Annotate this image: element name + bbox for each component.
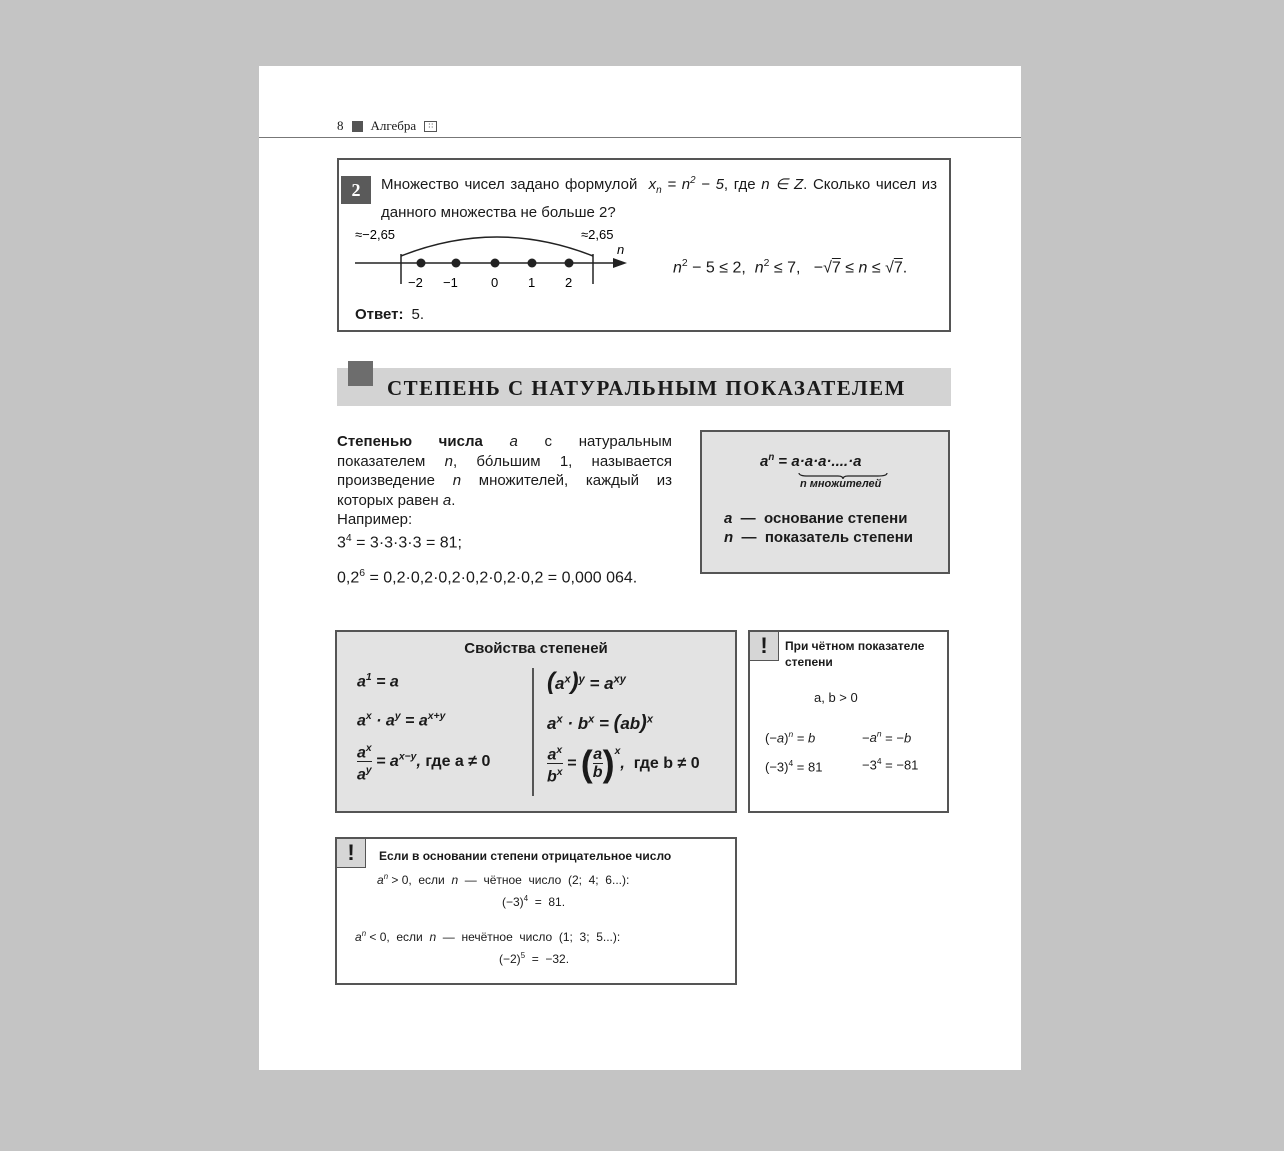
even-rule-right-2: $-3^4 = -81$ (862, 756, 919, 773)
even-rule-left-2: $(-3)^4 = 81$ (765, 758, 823, 775)
properties-box (335, 630, 737, 813)
base-definition: a — основание степени (724, 510, 908, 527)
answer-value: 5. (411, 306, 425, 323)
definition-box (700, 430, 950, 574)
even-box-title: При чётном показателе степени (785, 639, 925, 669)
exercise-text-a: Множество чисел задано формулой (381, 176, 638, 193)
tick-label-5: 2 (565, 275, 573, 290)
negative-example-1: $(-3)^4 = 81$. (502, 894, 566, 909)
exercise-formula: $x_n = n^2 - 5$ (642, 175, 724, 196)
example-2: $0,2^6 = 0,2\cdot 0,2\cdot 0,2\cdot 0,2\cdot 0,2\cdot 0,2 = 0,000$ 064. (337, 568, 638, 587)
exercise-number: 2 (341, 176, 371, 204)
header-rule (259, 137, 1021, 138)
definition-term: Степенью числа (337, 433, 483, 450)
property-6-condition: где b ≠ 0 (633, 755, 700, 773)
even-rule-right-1: $-a^n = -b$ (862, 729, 912, 746)
power-formula: $a^n = a\cdot a\cdot a\cdot....\cdot a$ (760, 452, 862, 470)
point-3 (491, 259, 500, 268)
section-square-icon (348, 361, 373, 386)
point-4 (528, 259, 537, 268)
exclamation-icon: ! (750, 632, 779, 661)
exercise-text-b: , где (723, 176, 756, 193)
negative-line-1: $a^n > 0$, если n — чётное число (2; 4; 6...): (377, 872, 630, 887)
axis-arrow-icon (613, 258, 627, 268)
example-1: $3^4 = 3\cdot 3\cdot 3\cdot 3 = 81$; (337, 533, 462, 552)
point-1 (417, 259, 426, 268)
example-label: Например: (337, 511, 413, 528)
property-1: $a^1 = a$ (357, 672, 399, 691)
property-3: $\frac{a^x}{a^y}$ = $a^{x-y}$, где a ≠ 0 (357, 740, 490, 784)
exponent-definition: n — показатель степени (724, 529, 914, 546)
negative-line-2: $a^n < 0$, если n — нечётное число (1; 3; 5...): (355, 929, 621, 944)
exercise-inequality: $n^2 - 5 \le 2$, $n^2 \le 7$, −√7 ≤ n ≤ √7. (673, 258, 908, 277)
definition-text: Степенью числа a с натуральным показателем n, бóльшим 1, называется произведение n множителей, каждый из которых равен a. Например: (337, 433, 672, 528)
exclamation-icon: ! (337, 839, 366, 868)
property-5: $a^x \cdot b^x = (ab)^x$ (547, 712, 653, 734)
page-header (337, 118, 437, 134)
section-title: СТЕПЕНЬ С НАТУРАЛЬНЫМ ПОКАЗАТЕЛЕМ (387, 376, 906, 400)
exercise-box (337, 158, 951, 332)
property-2: $a^x \cdot a^y = a^{x+y}$ (357, 711, 446, 730)
left-bound-label: ≈−2,65 (355, 228, 396, 242)
negative-example-2: $(-2)^5 = -32$. (499, 951, 570, 966)
property-3-condition: где a ≠ 0 (425, 753, 491, 771)
exercise-answer (355, 306, 424, 323)
even-rule-left-1: $(-a)^n = b$ (765, 729, 816, 746)
underbrace-label: n множителей (800, 478, 882, 490)
answer-label: Ответ: (355, 306, 404, 323)
calculator-icon: ∷ (424, 121, 437, 132)
header-title: Алгебра (370, 118, 417, 133)
book-page (259, 66, 1021, 1070)
even-exponent-box (748, 630, 949, 813)
even-box-condition: a, b > 0 (814, 690, 858, 705)
property-6: $\frac{a^x}{b^x}$ = ( $\frac{a}{b}$ )$^x$, где b ≠ 0 (547, 742, 700, 786)
exercise-domain: n ∈ Z (761, 176, 804, 193)
properties-divider (532, 668, 534, 796)
point-2 (452, 259, 461, 268)
tick-label-4: 1 (528, 275, 536, 290)
axis-var-label: n (617, 242, 625, 257)
point-5 (565, 259, 574, 268)
right-bound-label: ≈2,65 (581, 228, 614, 242)
properties-title: Свойства степеней (464, 640, 608, 657)
negative-box-title: Если в основании степени отрицательное число (379, 849, 672, 863)
property-4: $(a^x)^y = a^{xy}$ (547, 668, 626, 695)
exercise-text (381, 170, 937, 224)
exercise-text-c: . Сколько чисел из данного множества не больше 2? (381, 176, 938, 221)
tick-label-3: 0 (491, 275, 499, 290)
page-number: 8 (337, 118, 344, 133)
number-line (355, 228, 645, 298)
negative-base-box (335, 837, 737, 985)
header-square-icon (352, 121, 363, 132)
interval-arc (401, 237, 593, 256)
tick-label-2: −1 (443, 275, 458, 290)
tick-label-1: −2 (408, 275, 423, 290)
